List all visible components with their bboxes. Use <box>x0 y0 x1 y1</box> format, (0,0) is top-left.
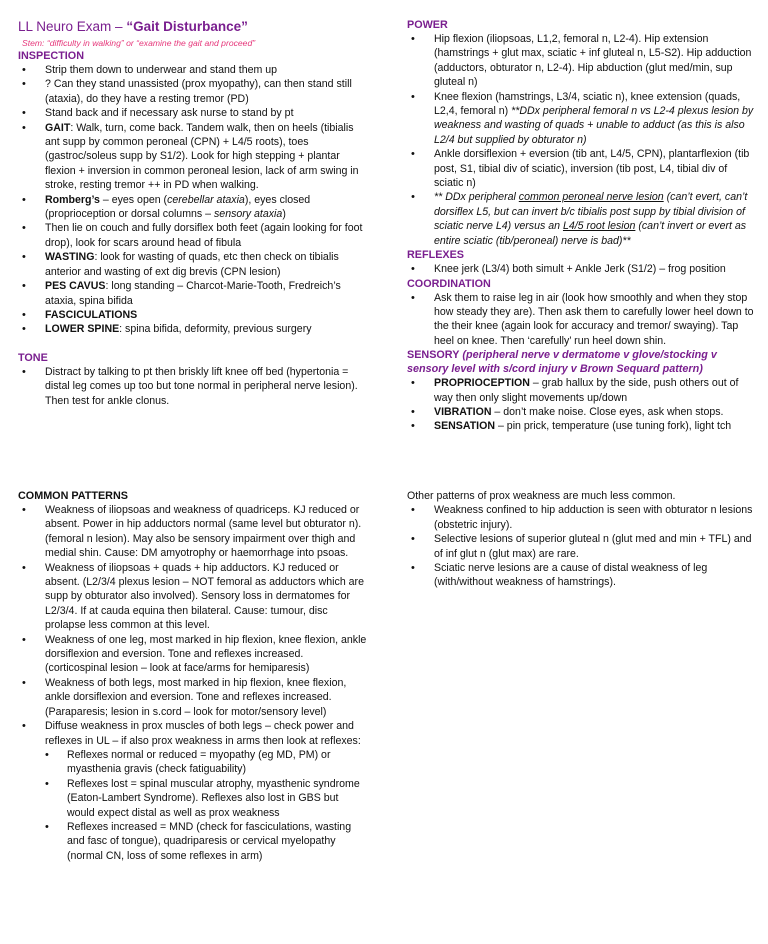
item-text: : look for wasting of quads, etc then check on tibialis anterior and wasting of ext dig brevis (CPN lesion) <box>45 251 339 278</box>
list-item <box>18 503 368 561</box>
item-text: Then lie on couch and fully dorsiflex both feet (again looking for foot drop), look for scars around head of fibula <box>45 222 363 249</box>
item-bold: PROPRIOCEPTION <box>434 377 530 390</box>
item-italic: ** DDx peripheral <box>434 191 519 204</box>
list-item <box>18 121 368 193</box>
title-main: “Gait Disturbance” <box>126 19 248 34</box>
sensory-heading <box>407 348 757 376</box>
list-item <box>18 561 368 633</box>
right-column <box>407 18 757 434</box>
item-underline: common peroneal nerve lesion <box>518 191 664 204</box>
list-item <box>18 77 368 106</box>
item-text: Weakness of both legs, most marked in hip flexion, knee flexion, ankle dorsiflexion and eversion. Tone and reflexes increased. (Paraparesis; lesion in s.cord – look for motor/sensory level) <box>45 676 347 718</box>
other-patterns-section <box>407 489 757 590</box>
list-item <box>407 262 757 276</box>
sub-list-item <box>42 820 368 863</box>
item-text: Weakness of iliopsoas + quads + hip adductors. KJ reduced or absent. (L2/3/4 plexus lesion – NOT femoral as adductors which are supp by obturator also involved). Sensory loss in dermatomes for L2/3/4. If at cauda equina then bilateral. Cause: tumour, disc prolapse less common at this level. <box>45 561 364 632</box>
item-text: Ask them to raise leg in air (look how smoothly and when they stop how steady they are). Then ask them to carefully lower heel down to the their knee (again look for accuracy and tremor/ swaying). Tap heel on knee. Then ‘carefully’ run heel down shin. <box>434 291 754 347</box>
item-text: : long standing – Charcot-Marie-Tooth, Fredreich’s ataxia, spina bifida <box>45 280 341 307</box>
item-text: Reflexes normal or reduced = myopathy (eg MD, PM) or myasthenia gravis (check fatiguability) <box>67 748 331 776</box>
list-item <box>18 308 368 322</box>
reflexes-heading: REFLEXES <box>407 249 464 262</box>
item-text: Knee flexion (hamstrings, L3/4, sciatic n), knee extension (quads, L2,4, femoral n) <box>434 90 741 118</box>
item-italic: sensory ataxia <box>214 208 283 221</box>
item-italic: cerebellar ataxia <box>167 193 245 206</box>
item-text: Selective lesions of superior gluteal n (glut med and min + TFL) and of inf glut n (glut max) are rare. <box>434 533 752 560</box>
item-bold: WASTING <box>45 251 95 264</box>
reflexes-list <box>407 262 757 276</box>
list-item <box>18 719 368 748</box>
list-item <box>18 365 368 408</box>
list-item <box>18 322 368 336</box>
list-item <box>18 221 368 250</box>
item-text: – don’t make noise. Close eyes, ask when stops. <box>491 405 724 418</box>
item-text: Hip flexion (iliopsoas, L1,2, femoral n, L2-4). Hip extension (hamstrings + glut max, sciatic + inf gluteal n, L5-S2). Hip adduction (adductors, obturator n, L2-4). Hip abduction (glut med/min, sup gluteal n) <box>434 33 752 89</box>
item-text: Knee jerk (L3/4) both simult + Ankle Jerk (S1/2) – frog position <box>434 263 726 276</box>
item-text: Stand back and if necessary ask nurse to stand by pt <box>45 107 294 120</box>
list-item <box>407 419 757 433</box>
item-italic: (can’t invert or evert as entire sciatic (tib/peroneal) nerve is bad)** <box>434 220 747 247</box>
item-text: Reflexes lost = spinal muscular atrophy, myasthenic syndrome (Eaton-Lambert Syndrome). Reflexes also lost in GBS but would expect distal as well as prox weakness <box>67 777 360 819</box>
list-item <box>18 676 368 719</box>
item-text: Weakness confined to hip adduction is seen with obturator n lesions (obstetric injury). <box>434 504 753 531</box>
item-text: Ankle dorsiflexion + eversion (tib ant, L4/5, CPN), plantarflexion (tib post, S1, tibial div of sciatic), inversion (tib post, L4, tibial div of sciatic n) <box>434 148 750 190</box>
item-underline: L4/5 root lesion <box>562 220 636 233</box>
item-text: – pin prick, temperature (use tuning fork), light tch <box>495 420 732 433</box>
sensory-heading-detail: (peripheral nerve v dermatome v glove/stocking v sensory level with s/cord injury v Brown Sequard pattern) <box>407 349 717 376</box>
list-item <box>407 147 757 190</box>
list-item <box>407 90 757 148</box>
item-italic: **DDx peripheral femoral n vs L2-4 plexus lesion by weakness and wasting of quads + unable to adduct (as this is also L2/4 but supplied by obturator n) <box>434 105 754 146</box>
item-text: Sciatic nerve lesions are a cause of distal weakness of leg (with/without weakness of hamstrings). <box>434 562 708 589</box>
list-item <box>18 106 368 120</box>
list-item <box>407 291 757 349</box>
list-item <box>18 633 368 676</box>
list-item <box>18 279 368 308</box>
list-item <box>18 63 368 77</box>
power-heading: POWER <box>407 19 448 31</box>
item-text: ? Can they stand unassisted (prox myopathy), can then stand still (ataxia), do they have a resting tremor (PD) <box>45 78 352 105</box>
list-item <box>407 376 757 405</box>
item-text: Distract by talking to pt then briskly lift knee off bed (hypertonia = distal leg comes up too but tone normal in peripheral nerve lesion). Then test for ankle clonus. <box>45 365 358 407</box>
item-bold: FASCICULATIONS <box>45 308 138 321</box>
list-item <box>407 561 757 590</box>
item-text: ) <box>282 208 286 221</box>
stem-text: Stem: “difficulty in walking” or “examine the gait and proceed” <box>22 38 256 48</box>
inspection-list <box>18 63 368 337</box>
item-text: Reflexes increased = MND (check for fasciculations, wasting and fasc of tongue), quadriparesis or cervical myelopathy (normal CN, loss of some reflexes in arm) <box>67 820 352 862</box>
item-bold: GAIT <box>45 121 71 134</box>
common-patterns-section <box>18 489 368 863</box>
other-patterns-list <box>407 503 757 589</box>
list-item <box>18 193 368 222</box>
item-bold: Romberg’s <box>45 193 100 206</box>
item-text: Strip them down to underwear and stand them up <box>45 64 278 76</box>
inspection-heading: INSPECTION <box>18 50 84 62</box>
coordination-heading: COORDINATION <box>407 277 491 290</box>
item-text: – eyes open ( <box>99 193 168 206</box>
sub-list-item <box>42 777 368 820</box>
list-item <box>407 190 757 248</box>
item-bold: SENSATION <box>434 420 496 433</box>
item-text: ), eyes closed (proprioception or dorsal columns – <box>45 193 311 221</box>
list-item <box>407 532 757 561</box>
common-patterns-heading: COMMON PATTERNS <box>18 490 128 502</box>
common-patterns-list <box>18 503 368 748</box>
item-text: Weakness of iliopsoas and weakness of quadriceps. KJ reduced or absent. Power in hip adductors normal (same level but obturator n). (femoral n lesion). May also be sensory impairment over thigh and medial shin. Cause: DM amyotrophy or haemorrhage into psoas. <box>45 504 362 560</box>
item-bold: PES CAVUS <box>45 280 106 293</box>
item-text: : Walk, turn, come back. Tandem walk, then on heels (tibialis ant supp by common peroneal (CPN) + L4/5 roots), toes (gastroc/soleus supp by S1/2). Look for high stepping + plantar flexion + inversion in common peroneal lesion, lack of arm swing in stroke, resting tremor ++ in PD when walking. <box>45 121 359 192</box>
item-text: Weakness of one leg, most marked in hip flexion, knee flexion, ankle dorsiflexion and eversion. Tone and reflexes increased. (corticospinal lesion – look at face/arms for hemiparesis) <box>45 633 367 675</box>
list-item <box>18 250 368 279</box>
list-item <box>407 32 757 90</box>
other-patterns-intro: Other patterns of prox weakness are much less common. <box>407 490 676 502</box>
item-bold: LOWER SPINE <box>45 323 120 336</box>
sensory-heading-label: SENSORY <box>407 349 460 362</box>
sensory-list <box>407 376 757 434</box>
power-list <box>407 32 757 248</box>
item-text: Diffuse weakness in prox muscles of both legs – check power and reflexes in UL – if also prox weakness in arms then look at reflexes: <box>45 720 361 747</box>
page-title <box>18 18 368 36</box>
reflex-sub-list <box>18 748 368 863</box>
sub-list-item <box>42 748 368 777</box>
item-text: – grab hallux by the side, push others out of way then only slight movements up/down <box>434 377 739 404</box>
list-item <box>407 405 757 419</box>
tone-list <box>18 365 368 408</box>
coordination-list <box>407 291 757 349</box>
item-bold: VIBRATION <box>434 405 492 418</box>
tone-heading: TONE <box>18 351 48 364</box>
item-italic: (can’t evert, can’t dorsiflex L5, but can invert b/c tibialis post supp by tibial division of sciatic nerve L4) versus an <box>434 191 748 233</box>
title-prefix: LL Neuro Exam – <box>18 19 127 34</box>
left-column <box>18 18 368 408</box>
list-item <box>407 503 757 532</box>
item-text: : spina bifida, deformity, previous surgery <box>119 323 312 336</box>
